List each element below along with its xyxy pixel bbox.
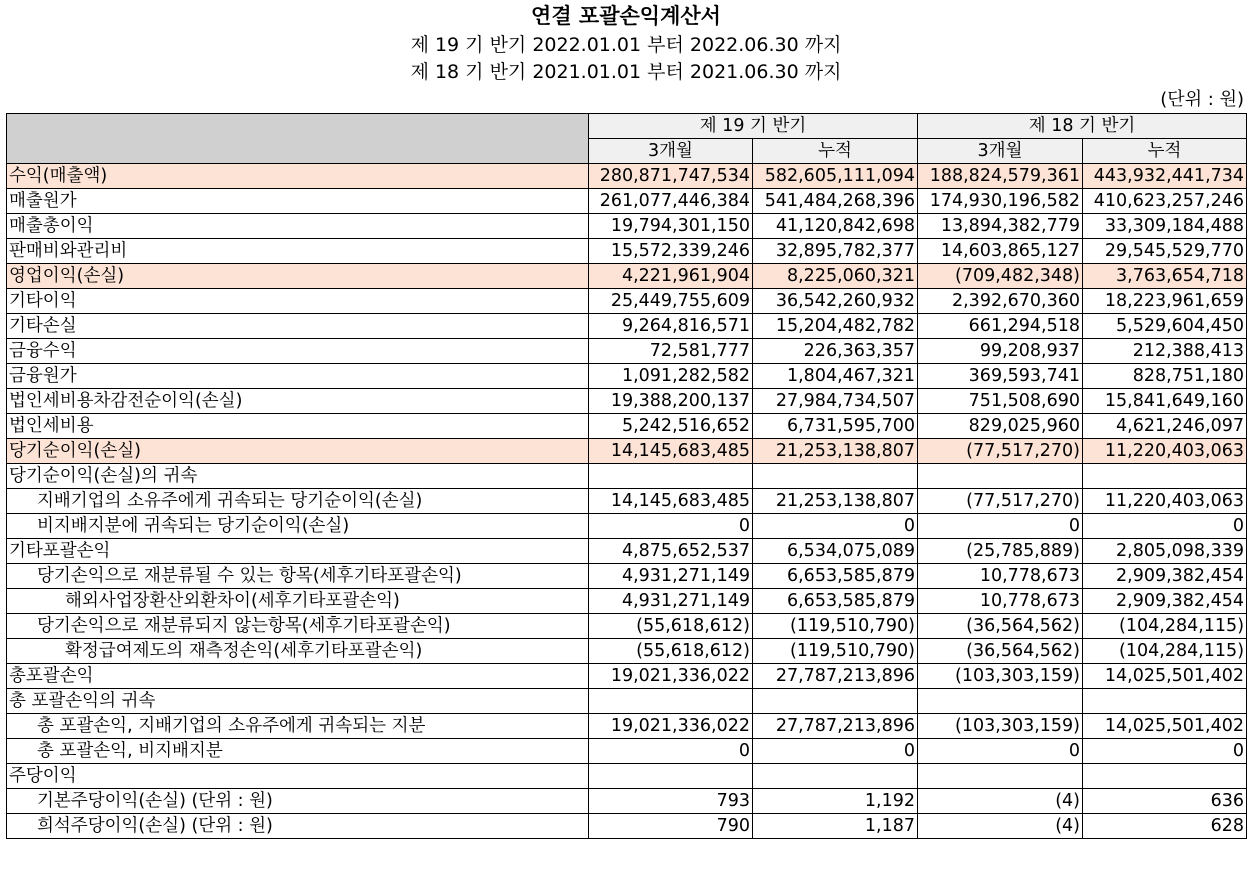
row-value: 27,984,734,507 xyxy=(753,389,918,414)
table-row xyxy=(7,514,1247,539)
row-label: 당기순이익(손실)의 귀속 xyxy=(7,464,589,489)
row-label: 법인세비용차감전순이익(손실) xyxy=(7,389,589,414)
statement-body xyxy=(7,164,1247,839)
row-label: 지배기업의 소유주에게 귀속되는 당기순이익(손실) xyxy=(7,489,589,514)
row-label: 해외사업장환산외환차이(세후기타포괄손익) xyxy=(7,589,589,614)
table-row xyxy=(7,289,1247,314)
table-row xyxy=(7,814,1247,839)
row-value: 0 xyxy=(918,739,1083,764)
row-value: (103,303,159) xyxy=(918,714,1083,739)
row-value: 18,223,961,659 xyxy=(1083,289,1247,314)
row-value: 99,208,937 xyxy=(918,339,1083,364)
row-label: 희석주당이익(손실) (단위 : 원) xyxy=(7,814,589,839)
row-value: 14,025,501,402 xyxy=(1083,714,1247,739)
row-value: 661,294,518 xyxy=(918,314,1083,339)
row-value: 19,388,200,137 xyxy=(589,389,753,414)
row-value: 829,025,960 xyxy=(918,414,1083,439)
row-value: 41,120,842,698 xyxy=(753,214,918,239)
row-value: 828,751,180 xyxy=(1083,364,1247,389)
row-value xyxy=(918,764,1083,789)
row-label: 총 포괄손익의 귀속 xyxy=(7,689,589,714)
row-value xyxy=(1083,764,1247,789)
header-blank-cell xyxy=(7,114,589,164)
row-value xyxy=(753,689,918,714)
row-value: (4) xyxy=(918,789,1083,814)
row-value xyxy=(1083,689,1247,714)
row-value: 1,192 xyxy=(753,789,918,814)
row-value: (104,284,115) xyxy=(1083,614,1247,639)
row-value: (119,510,790) xyxy=(753,614,918,639)
row-value: 1,187 xyxy=(753,814,918,839)
row-value: (709,482,348) xyxy=(918,264,1083,289)
row-value xyxy=(753,764,918,789)
row-value: 0 xyxy=(1083,514,1247,539)
header-sub-3month-prior: 3개월 xyxy=(918,139,1083,164)
row-value: 3,763,654,718 xyxy=(1083,264,1247,289)
row-label: 법인세비용 xyxy=(7,414,589,439)
row-value: 5,242,516,652 xyxy=(589,414,753,439)
row-value xyxy=(589,464,753,489)
row-value: 14,603,865,127 xyxy=(918,239,1083,264)
row-value: 2,392,670,360 xyxy=(918,289,1083,314)
header-sub-cumulative-current: 누적 xyxy=(753,139,918,164)
row-value: 636 xyxy=(1083,789,1247,814)
row-value: 19,794,301,150 xyxy=(589,214,753,239)
table-row xyxy=(7,464,1247,489)
period-prior: 제 18 기 반기 2021.01.01 부터 2021.06.30 까지 xyxy=(410,61,842,83)
row-value: 6,653,585,879 xyxy=(753,589,918,614)
row-value: 10,778,673 xyxy=(918,564,1083,589)
table-row xyxy=(7,589,1247,614)
row-value: 25,449,755,609 xyxy=(589,289,753,314)
table-row xyxy=(7,214,1247,239)
table-row xyxy=(7,664,1247,689)
statement-title: 연결 포괄손익계산서 xyxy=(531,4,721,28)
row-value: (104,284,115) xyxy=(1083,639,1247,664)
row-value: 261,077,446,384 xyxy=(589,189,753,214)
row-value xyxy=(918,464,1083,489)
header-sub-cumulative-prior: 누적 xyxy=(1083,139,1247,164)
table-row xyxy=(7,339,1247,364)
row-value: 0 xyxy=(589,739,753,764)
row-value: 0 xyxy=(1083,739,1247,764)
table-row xyxy=(7,614,1247,639)
table-row xyxy=(7,164,1247,189)
row-value: 15,572,339,246 xyxy=(589,239,753,264)
row-value: 14,025,501,402 xyxy=(1083,664,1247,689)
row-label: 금융수익 xyxy=(7,339,589,364)
row-value: (4) xyxy=(918,814,1083,839)
row-label: 기타포괄손익 xyxy=(7,539,589,564)
row-value: 790 xyxy=(589,814,753,839)
row-value: (77,517,270) xyxy=(918,439,1083,464)
row-value: 793 xyxy=(589,789,753,814)
row-value: 4,221,961,904 xyxy=(589,264,753,289)
table-row xyxy=(7,389,1247,414)
row-value: 212,388,413 xyxy=(1083,339,1247,364)
row-label: 기타이익 xyxy=(7,289,589,314)
row-value: (36,564,562) xyxy=(918,614,1083,639)
row-value: 0 xyxy=(753,739,918,764)
row-value: 0 xyxy=(753,514,918,539)
row-label: 당기손익으로 재분류되지 않는항목(세후기타포괄손익) xyxy=(7,614,589,639)
row-value: 14,145,683,485 xyxy=(589,489,753,514)
row-value: 1,804,467,321 xyxy=(753,364,918,389)
row-value: 174,930,196,582 xyxy=(918,189,1083,214)
row-value: 11,220,403,063 xyxy=(1083,489,1247,514)
row-label: 주당이익 xyxy=(7,764,589,789)
table-row xyxy=(7,539,1247,564)
table-row xyxy=(7,489,1247,514)
row-value: (55,618,612) xyxy=(589,614,753,639)
row-value: 29,545,529,770 xyxy=(1083,239,1247,264)
row-value: 21,253,138,807 xyxy=(753,439,918,464)
row-value: (103,303,159) xyxy=(918,664,1083,689)
row-value: 14,145,683,485 xyxy=(589,439,753,464)
row-value: 8,225,060,321 xyxy=(753,264,918,289)
row-value: 13,894,382,779 xyxy=(918,214,1083,239)
row-value: 27,787,213,896 xyxy=(753,714,918,739)
row-value xyxy=(1083,464,1247,489)
row-label: 당기손익으로 재분류될 수 있는 항목(세후기타포괄손익) xyxy=(7,564,589,589)
row-value: 582,605,111,094 xyxy=(753,164,918,189)
row-value: 4,931,271,149 xyxy=(589,564,753,589)
row-value: 19,021,336,022 xyxy=(589,664,753,689)
income-statement-table xyxy=(6,113,1247,839)
row-value: 10,778,673 xyxy=(918,589,1083,614)
row-value: 33,309,184,488 xyxy=(1083,214,1247,239)
table-row xyxy=(7,564,1247,589)
row-value: 188,824,579,361 xyxy=(918,164,1083,189)
row-value: 6,653,585,879 xyxy=(753,564,918,589)
row-label: 영업이익(손실) xyxy=(7,264,589,289)
row-value: 2,909,382,454 xyxy=(1083,589,1247,614)
row-value: 32,895,782,377 xyxy=(753,239,918,264)
period-current: 제 19 기 반기 2022.01.01 부터 2022.06.30 까지 xyxy=(410,34,842,56)
row-label: 수익(매출액) xyxy=(7,164,589,189)
row-value: 0 xyxy=(589,514,753,539)
table-row xyxy=(7,314,1247,339)
header-row-groups xyxy=(7,114,1247,139)
row-value xyxy=(589,764,753,789)
row-label: 매출총이익 xyxy=(7,214,589,239)
row-value: 1,091,282,582 xyxy=(589,364,753,389)
row-value: 628 xyxy=(1083,814,1247,839)
row-label: 확정급여제도의 재측정손익(세후기타포괄손익) xyxy=(7,639,589,664)
row-value: (119,510,790) xyxy=(753,639,918,664)
table-row xyxy=(7,414,1247,439)
row-value: 2,909,382,454 xyxy=(1083,564,1247,589)
row-value: 443,932,441,734 xyxy=(1083,164,1247,189)
row-value: (25,785,889) xyxy=(918,539,1083,564)
row-value: 369,593,741 xyxy=(918,364,1083,389)
row-value xyxy=(918,689,1083,714)
row-value: 226,363,357 xyxy=(753,339,918,364)
header-sub-3month-current: 3개월 xyxy=(589,139,753,164)
row-label: 매출원가 xyxy=(7,189,589,214)
row-value: 11,220,403,063 xyxy=(1083,439,1247,464)
table-row xyxy=(7,189,1247,214)
table-row xyxy=(7,764,1247,789)
row-value: 15,204,482,782 xyxy=(753,314,918,339)
row-value: 0 xyxy=(918,514,1083,539)
row-value: (36,564,562) xyxy=(918,639,1083,664)
row-value: 280,871,747,534 xyxy=(589,164,753,189)
row-value: 2,805,098,339 xyxy=(1083,539,1247,564)
row-label: 기본주당이익(손실) (단위 : 원) xyxy=(7,789,589,814)
row-label: 판매비와관리비 xyxy=(7,239,589,264)
row-value: 4,875,652,537 xyxy=(589,539,753,564)
row-label: 총 포괄손익, 지배기업의 소유주에게 귀속되는 지분 xyxy=(7,714,589,739)
row-value: (55,618,612) xyxy=(589,639,753,664)
table-row xyxy=(7,714,1247,739)
table-row xyxy=(7,264,1247,289)
table-row xyxy=(7,439,1247,464)
row-value: 21,253,138,807 xyxy=(753,489,918,514)
row-label: 당기순이익(손실) xyxy=(7,439,589,464)
row-value: 36,542,260,932 xyxy=(753,289,918,314)
row-label: 금융원가 xyxy=(7,364,589,389)
row-label: 총포괄손익 xyxy=(7,664,589,689)
row-label: 기타손실 xyxy=(7,314,589,339)
row-label: 비지배지분에 귀속되는 당기순이익(손실) xyxy=(7,514,589,539)
row-value: 6,731,595,700 xyxy=(753,414,918,439)
row-value: 4,931,271,149 xyxy=(589,589,753,614)
row-value xyxy=(589,689,753,714)
row-value: 27,787,213,896 xyxy=(753,664,918,689)
row-value: 15,841,649,160 xyxy=(1083,389,1247,414)
table-row xyxy=(7,689,1247,714)
row-value: 541,484,268,396 xyxy=(753,189,918,214)
header-group-current: 제 19 기 반기 xyxy=(589,114,918,139)
table-row xyxy=(7,639,1247,664)
table-row xyxy=(7,239,1247,264)
table-row xyxy=(7,364,1247,389)
row-value: 4,621,246,097 xyxy=(1083,414,1247,439)
row-value xyxy=(753,464,918,489)
row-value: 751,508,690 xyxy=(918,389,1083,414)
row-value: 72,581,777 xyxy=(589,339,753,364)
row-value: (77,517,270) xyxy=(918,489,1083,514)
row-value: 19,021,336,022 xyxy=(589,714,753,739)
header-group-prior: 제 18 기 반기 xyxy=(918,114,1247,139)
row-value: 5,529,604,450 xyxy=(1083,314,1247,339)
table-row xyxy=(7,789,1247,814)
row-value: 410,623,257,246 xyxy=(1083,189,1247,214)
row-label: 총 포괄손익, 비지배지분 xyxy=(7,739,589,764)
table-row xyxy=(7,739,1247,764)
row-value: 9,264,816,571 xyxy=(589,314,753,339)
unit-label: (단위 : 원) xyxy=(1160,89,1244,110)
row-value: 6,534,075,089 xyxy=(753,539,918,564)
